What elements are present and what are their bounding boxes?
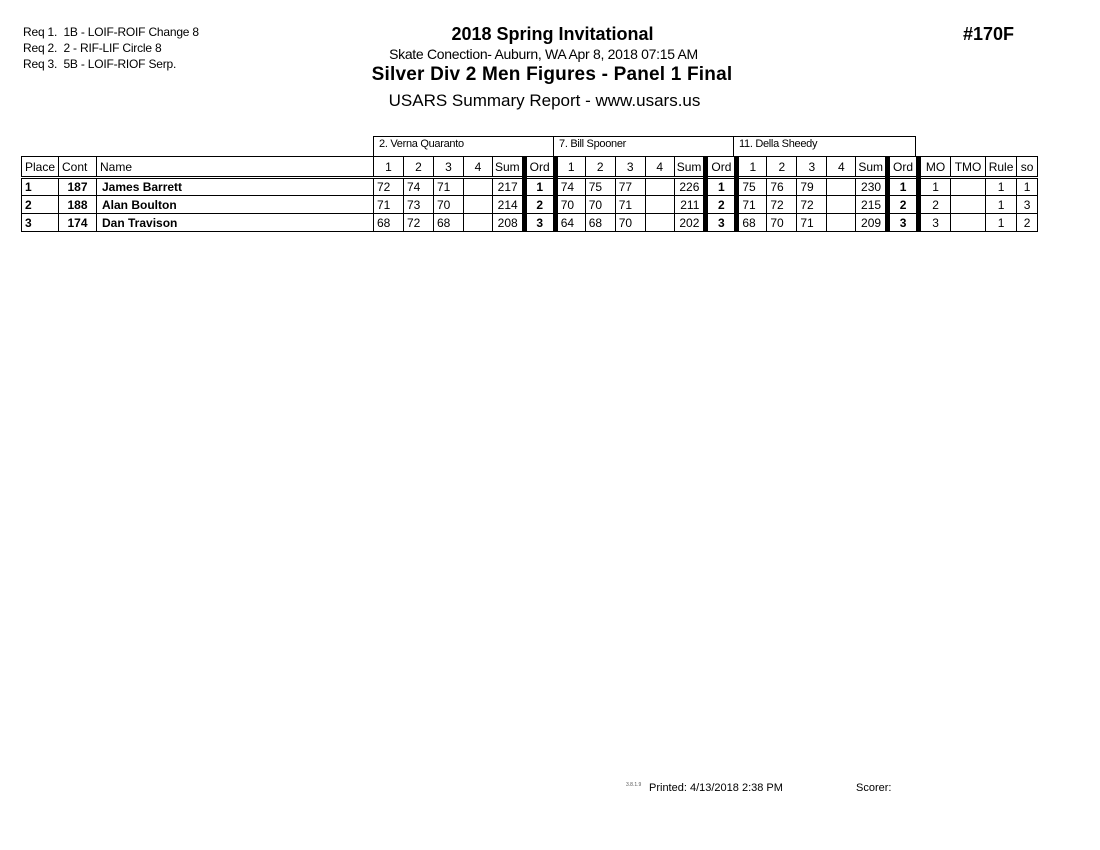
ordinal-cell: 1 <box>706 178 737 196</box>
place-cell: 3 <box>22 214 59 232</box>
ordinal-cell: 3 <box>706 214 737 232</box>
cont-cell: 187 <box>59 178 97 196</box>
ordinal-cell: 2 <box>888 196 919 214</box>
results-table <box>21 156 1038 232</box>
col-header-j1-2: 2 <box>404 157 434 178</box>
sum-cell: 214 <box>493 196 525 214</box>
table-row <box>22 196 1038 214</box>
judge-header-3: 11. Della Sheedy <box>733 136 916 157</box>
score-cell: 71 <box>737 196 767 214</box>
col-header-j2-4: 4 <box>645 157 674 178</box>
requirement-item: Req 3. 5B - LOIF-RIOF Serp. <box>23 57 177 71</box>
software-version: 3.8.1.9 <box>626 782 642 788</box>
venue-line: Skate Conection- Auburn, WA Apr 8, 2018 07:15 AM <box>389 46 698 62</box>
tmo-cell <box>951 178 986 196</box>
col-header-j3-4: 4 <box>827 157 856 178</box>
score-cell: 68 <box>374 214 404 232</box>
score-cell: 74 <box>404 178 434 196</box>
col-header-j2-2: 2 <box>585 157 615 178</box>
skater-name: Alan Boulton <box>97 196 374 214</box>
score-cell: 72 <box>767 196 797 214</box>
judge-header-1: 2. Verna Quaranto <box>373 136 554 157</box>
table-header-row <box>22 157 1038 178</box>
score-cell <box>827 178 856 196</box>
cont-cell: 174 <box>59 214 97 232</box>
skater-name: James Barrett <box>97 178 374 196</box>
score-cell: 68 <box>585 214 615 232</box>
score-cell: 70 <box>585 196 615 214</box>
score-cell: 76 <box>767 178 797 196</box>
score-cell: 73 <box>404 196 434 214</box>
ordinal-cell: 2 <box>706 196 737 214</box>
sum-cell: 217 <box>493 178 525 196</box>
score-cell: 72 <box>374 178 404 196</box>
col-header-place: Place <box>22 157 59 178</box>
score-cell: 71 <box>797 214 827 232</box>
mo-cell: 3 <box>919 214 951 232</box>
col-header-j1-1: 1 <box>374 157 404 178</box>
sum-cell: 209 <box>856 214 888 232</box>
mo-cell: 2 <box>919 196 951 214</box>
report-title: USARS Summary Report - www.usars.us <box>388 91 701 110</box>
printed-timestamp: Printed: 4/13/2018 2:38 PM <box>649 782 783 794</box>
score-cell: 74 <box>555 178 585 196</box>
col-header-j3-1: 1 <box>737 157 767 178</box>
requirement-item: Req 1. 1B - LOIF-ROIF Change 8 <box>23 25 199 39</box>
score-cell: 68 <box>434 214 464 232</box>
place-cell: 1 <box>22 178 59 196</box>
ordinal-cell: 1 <box>524 178 555 196</box>
score-cell: 70 <box>555 196 585 214</box>
score-cell <box>827 214 856 232</box>
score-cell: 68 <box>737 214 767 232</box>
sum-cell: 202 <box>674 214 706 232</box>
rule-cell: 1 <box>986 214 1017 232</box>
tmo-cell <box>951 196 986 214</box>
col-header-j2-3: 3 <box>615 157 645 178</box>
col-header-j3-sum: Sum <box>856 157 888 178</box>
score-cell: 70 <box>767 214 797 232</box>
mo-cell: 1 <box>919 178 951 196</box>
score-cell: 71 <box>434 178 464 196</box>
score-cell <box>645 196 674 214</box>
col-header-j1-ord: Ord <box>524 157 555 178</box>
ordinal-cell: 1 <box>888 178 919 196</box>
requirement-text: 5B - LOIF-RIOF Serp. <box>63 57 177 71</box>
score-cell <box>645 178 674 196</box>
score-cell: 70 <box>434 196 464 214</box>
col-header-cont: Cont <box>59 157 97 178</box>
requirement-item: Req 2. 2 - RIF-LIF Circle 8 <box>23 41 162 55</box>
sum-cell: 226 <box>674 178 706 196</box>
tmo-cell <box>951 214 986 232</box>
rule-cell: 1 <box>986 196 1017 214</box>
col-header-name: Name <box>97 157 374 178</box>
sum-cell: 230 <box>856 178 888 196</box>
score-cell: 77 <box>615 178 645 196</box>
score-cell: 75 <box>737 178 767 196</box>
score-cell <box>645 214 674 232</box>
score-cell <box>464 178 493 196</box>
competition-title: 2018 Spring Invitational <box>451 24 654 44</box>
score-cell <box>464 196 493 214</box>
sum-cell: 215 <box>856 196 888 214</box>
so-cell: 1 <box>1017 178 1038 196</box>
requirement-text: 1B - LOIF-ROIF Change 8 <box>63 25 199 39</box>
ordinal-cell: 3 <box>524 214 555 232</box>
score-cell <box>464 214 493 232</box>
so-cell: 2 <box>1017 214 1038 232</box>
requirement-text: 2 - RIF-LIF Circle 8 <box>63 41 162 55</box>
score-cell: 75 <box>585 178 615 196</box>
score-cell: 70 <box>615 214 645 232</box>
table-row <box>22 178 1038 196</box>
cont-cell: 188 <box>59 196 97 214</box>
col-header-so: so <box>1017 157 1038 178</box>
col-header-tmo: TMO <box>951 157 986 178</box>
col-header-j2-sum: Sum <box>674 157 706 178</box>
col-header-j1-3: 3 <box>434 157 464 178</box>
score-cell <box>827 196 856 214</box>
scorer-label: Scorer: <box>856 782 892 794</box>
place-cell: 2 <box>22 196 59 214</box>
col-header-j2-ord: Ord <box>706 157 737 178</box>
col-header-j2-1: 1 <box>555 157 585 178</box>
score-cell: 71 <box>374 196 404 214</box>
col-header-j3-ord: Ord <box>888 157 919 178</box>
score-cell: 72 <box>404 214 434 232</box>
judge-header-2: 7. Bill Spooner <box>553 136 734 157</box>
sum-cell: 208 <box>493 214 525 232</box>
col-header-rule: Rule <box>986 157 1017 178</box>
event-number: #170F <box>963 24 1015 44</box>
score-cell: 71 <box>615 196 645 214</box>
col-header-j3-2: 2 <box>767 157 797 178</box>
col-header-j1-sum: Sum <box>493 157 525 178</box>
col-header-mo: MO <box>919 157 951 178</box>
sum-cell: 211 <box>674 196 706 214</box>
score-cell: 72 <box>797 196 827 214</box>
col-header-j3-3: 3 <box>797 157 827 178</box>
ordinal-cell: 2 <box>524 196 555 214</box>
ordinal-cell: 3 <box>888 214 919 232</box>
score-cell: 64 <box>555 214 585 232</box>
table-row <box>22 214 1038 232</box>
so-cell: 3 <box>1017 196 1038 214</box>
col-header-j1-4: 4 <box>464 157 493 178</box>
rule-cell: 1 <box>986 178 1017 196</box>
skater-name: Dan Travison <box>97 214 374 232</box>
event-title: Silver Div 2 Men Figures - Panel 1 Final <box>371 64 733 85</box>
score-cell: 79 <box>797 178 827 196</box>
